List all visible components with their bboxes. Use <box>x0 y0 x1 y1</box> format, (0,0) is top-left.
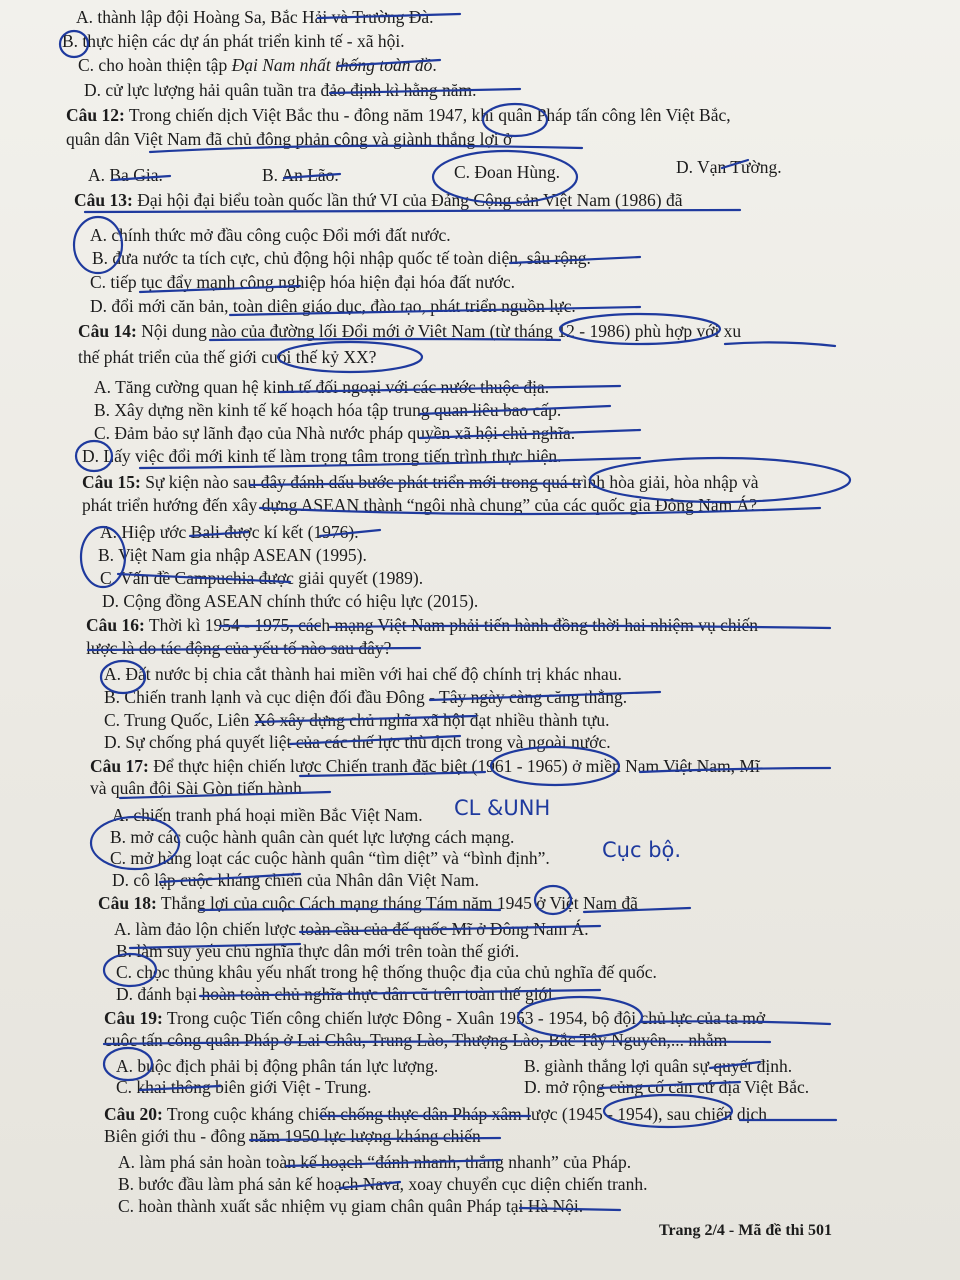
text-run: lược là do tác động của yếu tố nào sau đây? <box>86 638 392 658</box>
text-run: Thời kì 1954 - 1975, cách mạng Việt Nam phải tiến hành đồng thời hai nhiệm vụ chiến <box>144 615 758 635</box>
text-line <box>104 709 610 731</box>
text-run: D. Lấy việc đổi mới kinh tế làm trọng tâm trong tiến trình thực hiện. <box>82 446 562 466</box>
question-number: Câu 17: <box>90 756 149 776</box>
text-line <box>88 164 163 186</box>
text-run: B. làm suy yếu chủ nghĩa thực dân mới trên toàn thế giới. <box>116 941 520 961</box>
text-run: B. bước đầu làm phá sản kế hoạch Nava, xoay chuyển cục diện chiến tranh. <box>118 1174 648 1194</box>
text-run: Đại hội đại biểu toàn quốc lần thứ VI của Đảng Cộng sản Việt Nam (1986) đã <box>132 190 683 210</box>
text-line <box>110 826 514 848</box>
text-line <box>92 247 591 269</box>
text-line <box>104 663 622 685</box>
text-run: C. cho hoàn thiện tập <box>78 55 232 75</box>
text-run: D. cô lập cuộc kháng chiến của Nhân dân Việt Nam. <box>112 870 479 890</box>
text-line <box>116 1076 371 1098</box>
text-run: D. đổi mới căn bản, toàn diện giáo dục, đào tạo, phát triển nguồn lực. <box>90 296 576 316</box>
text-run: Trong cuộc kháng chiến chống thực dân Pháp xâm lược (1945 - 1954), sau chiến dịch <box>162 1104 767 1124</box>
text-run: thế phát triển của thế giới cuối thế kỷ XX? <box>78 347 377 367</box>
text-run: A. Đất nước bị chia cắt thành hai miền với hai chế độ chính trị khác nhau. <box>104 664 622 684</box>
text-line <box>86 637 391 659</box>
text-line <box>110 847 550 869</box>
text-line <box>104 1125 481 1147</box>
text-run: C. tiếp tục đẩy mạnh công nghiệp hóa hiện đại hóa đất nước. <box>90 272 516 292</box>
text-run: C. Đoan Hùng. <box>454 162 560 182</box>
text-line <box>86 614 758 636</box>
text-line <box>112 869 479 891</box>
text-run: C. Vấn đề Campuchia được giải quyết (1989). <box>100 568 424 588</box>
text-line <box>118 1173 647 1195</box>
handwritten-note-1: CL &UNH <box>454 796 551 820</box>
question-number: Câu 19: <box>104 1008 163 1028</box>
text-run: A. Tăng cường quan hệ kinh tế đối ngoại với các nước thuộc địa. <box>94 377 550 397</box>
text-line <box>116 940 519 962</box>
text-line <box>104 731 611 753</box>
text-line <box>90 777 302 799</box>
text-run: phát triển hướng đến xây dựng ASEAN thành “ngôi nhà chung” của các quốc gia Đông Nam Á? <box>82 495 758 515</box>
text-run: Đại Nam nhất thống toàn đồ <box>231 55 433 75</box>
text-line <box>118 1151 631 1173</box>
text-run: C. khai thông biên giới Việt - Trung. <box>116 1077 372 1097</box>
text-line <box>116 961 657 983</box>
text-run: A. làm phá sản hoàn toàn kế hoạch “đánh nhanh, thắng nhanh” của Pháp. <box>118 1152 632 1172</box>
handwritten-note-2: Cục bộ. <box>602 838 682 862</box>
text-run: A. buộc địch phải bị động phân tán lực lượng. <box>116 1056 439 1076</box>
text-line <box>118 1195 583 1217</box>
text-run: C. Đảm bảo sự lãnh đạo của Nhà nước pháp quyền xã hội chủ nghĩa. <box>94 423 576 443</box>
text-line <box>262 164 339 186</box>
text-run: B. mở các cuộc hành quân càn quét lực lượng cách mạng. <box>110 827 515 847</box>
text-line <box>102 590 478 612</box>
text-line <box>94 376 549 398</box>
text-run: Thắng lợi của cuộc Cách mạng tháng Tám năm 1945 ở Việt Nam đã <box>156 893 638 913</box>
text-line <box>98 544 367 566</box>
text-line <box>76 6 434 28</box>
text-run: C. Trung Quốc, Liên Xô xây dựng chủ nghĩa xã hội đạt nhiều thành tựu. <box>104 710 610 730</box>
text-line <box>98 892 638 914</box>
text-run: và quân đội Sài Gòn tiến hành <box>90 778 302 798</box>
text-line <box>454 161 560 183</box>
text-run: A. thành lập đội Hoàng Sa, Bắc Hải và Trường Đà. <box>76 7 434 27</box>
text-run: B. Xây dựng nền kinh tế kế hoạch hóa tập trung quan liêu bao cấp. <box>94 400 562 420</box>
text-run: C. chọc thủng khâu yếu nhất trong hệ thống thuộc địa của chủ nghĩa đế quốc. <box>116 962 657 982</box>
text-line <box>104 686 627 708</box>
text-line <box>94 399 561 421</box>
page-footer: Trang 2/4 - Mã đề thi 501 <box>658 1222 832 1239</box>
text-line <box>100 567 423 589</box>
text-run: B. đưa nước ta tích cực, chủ động hội nhập quốc tế toàn diện, sâu rộng. <box>92 248 591 268</box>
text-run: B. Việt Nam gia nhập ASEAN (1995). <box>98 545 367 565</box>
text-line <box>66 104 731 126</box>
text-run: A. làm đảo lộn chiến lược toàn cầu của đế quốc Mĩ ở Đông Nam Á. <box>114 919 589 939</box>
question-number: Câu 16: <box>86 615 145 635</box>
text-line <box>90 755 760 777</box>
text-line <box>66 128 512 150</box>
text-run: C. hoàn thành xuất sắc nhiệm vụ giam chân quân Pháp tại Hà Nội. <box>118 1196 584 1216</box>
text-line <box>104 1029 727 1051</box>
text-run: B. giành thắng lợi quân sự quyết định. <box>524 1056 793 1076</box>
text-run: Biên giới thu - đông năm 1950 lực lượng kháng chiến <box>104 1126 481 1146</box>
text-line <box>84 79 476 101</box>
text-line <box>116 983 557 1005</box>
text-run: D. cử lực lượng hải quân tuần tra đảo định kì hằng năm. <box>84 80 477 100</box>
question-number: Câu 20: <box>104 1104 163 1124</box>
text-line <box>114 918 589 940</box>
question-number: Câu 18: <box>98 893 157 913</box>
text-line <box>94 422 575 444</box>
text-line <box>78 320 741 342</box>
text-run: Trong chiến dịch Việt Bắc thu - đông năm 1947, khi quân Pháp tấn công lên Việt Bắc, <box>124 105 731 125</box>
text-run: A. chiến tranh phá hoại miền Bắc Việt Nam. <box>112 805 423 825</box>
text-line <box>90 295 576 317</box>
text-line <box>90 224 451 246</box>
text-run: B. Chiến tranh lạnh và cục diện đối đầu Đông - Tây ngày càng căng thẳng. <box>104 687 628 707</box>
text-run: . <box>432 55 437 75</box>
text-line <box>100 521 359 543</box>
underline <box>725 342 835 346</box>
text-line <box>676 156 782 178</box>
question-number: Câu 12: <box>66 105 125 125</box>
text-line <box>104 1007 765 1029</box>
text-run: A. Ba Gia. <box>88 165 163 185</box>
text-run: D. mở rộng củng cố căn cứ địa Việt Bắc. <box>524 1077 810 1097</box>
text-run: B. thực hiện các dự án phát triển kinh tế - xã hội. <box>62 31 405 51</box>
text-line <box>116 1055 438 1077</box>
text-line <box>104 1103 767 1125</box>
text-line <box>82 445 561 467</box>
text-line <box>82 494 757 516</box>
text-run: D. đánh bại hoàn toàn chủ nghĩa thực dân cũ trên toàn thế giới. <box>116 984 558 1004</box>
text-run: Nội dung nào của đường lối Đổi mới ở Việt Nam (từ tháng 12 - 1986) phù hợp với xu <box>136 321 742 341</box>
text-run: D. Cộng đồng ASEAN chính thức có hiệu lực (2015). <box>102 591 479 611</box>
text-line <box>524 1076 809 1098</box>
text-run: Để thực hiện chiến lược Chiến tranh đặc biệt (1961 - 1965) ở miền Nam Việt Nam, Mĩ <box>148 756 760 776</box>
question-number: Câu 15: <box>82 472 141 492</box>
text-run: Trong cuộc Tiến công chiến lược Đông - Xuân 1953 - 1954, bộ đội chủ lực của ta mở <box>162 1008 766 1028</box>
text-run: C. mở hàng loạt các cuộc hành quân “tìm diệt” và “bình định”. <box>110 848 550 868</box>
text-line <box>82 471 759 493</box>
question-number: Câu 13: <box>74 190 133 210</box>
text-run: D. Vạn Tường. <box>676 157 782 177</box>
text-run: Sự kiện nào sau đây đánh dấu bước phát triển mới trong quá trình hòa giải, hòa nhập và <box>140 472 759 492</box>
text-run: A. chính thức mở đầu công cuộc Đổi mới đất nước. <box>90 225 451 245</box>
text-line <box>74 189 683 211</box>
text-line <box>78 54 437 76</box>
text-run: B. An Lão. <box>262 165 339 185</box>
text-run: cuộc tấn công quân Pháp ở Lai Châu, Trung Lào, Thượng Lào, Bắc Tây Nguyên,... nhằm <box>104 1030 728 1050</box>
text-line <box>78 346 376 368</box>
text-run: quân dân Việt Nam đã chủ động phản công và giành thắng lợi ở <box>66 129 513 149</box>
text-run: D. Sự chống phá quyết liệt của các thế lực thù địch trong và ngoài nước. <box>104 732 611 752</box>
text-line <box>90 271 515 293</box>
text-line <box>112 804 423 826</box>
text-line <box>62 30 405 52</box>
question-number: Câu 14: <box>78 321 137 341</box>
text-run: A. Hiệp ước Bali được kí kết (1976). <box>100 522 359 542</box>
text-line <box>524 1055 792 1077</box>
